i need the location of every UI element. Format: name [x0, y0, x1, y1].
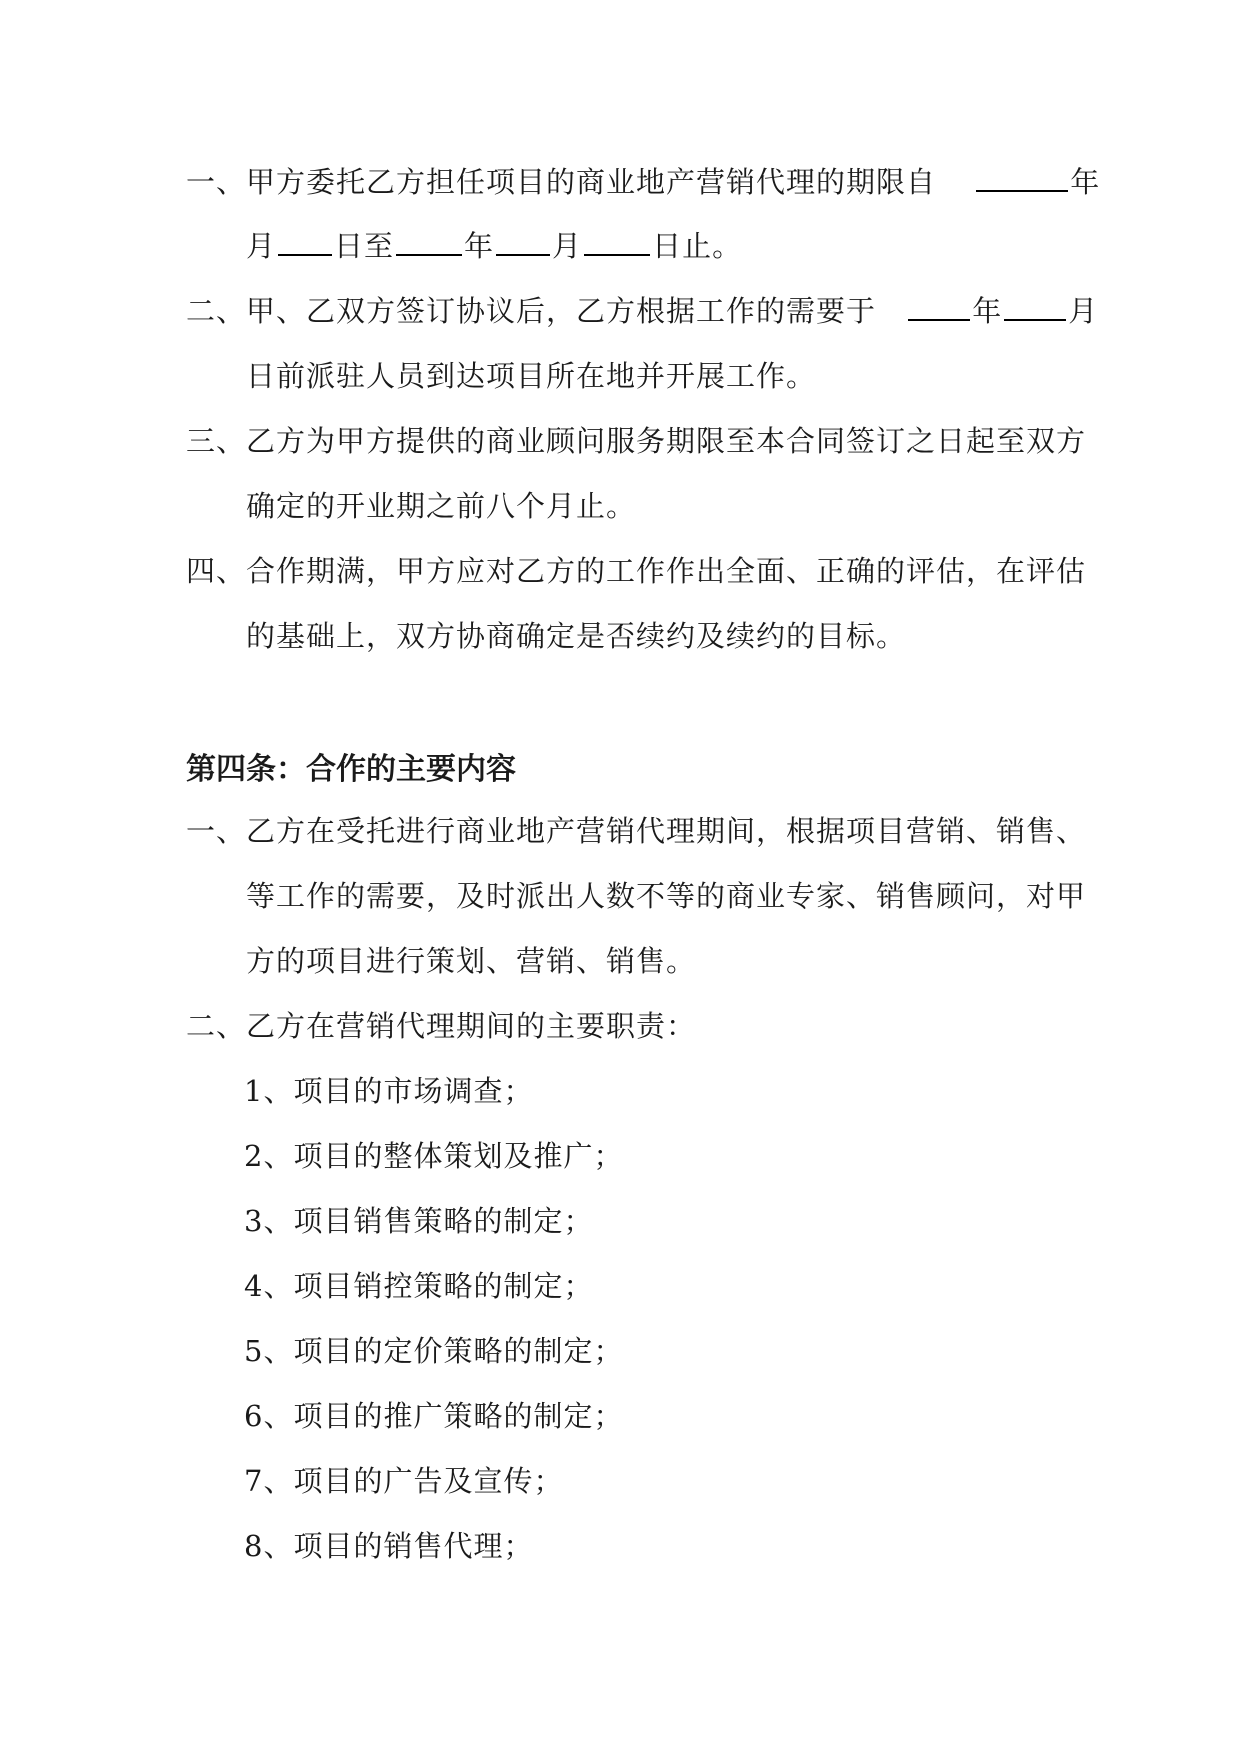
duty-item: 8、项目的销售代理； — [244, 1529, 534, 1563]
duty-item: 7、项目的广告及宣传； — [244, 1464, 564, 1498]
duty-item: 4、项目销控策略的制定； — [244, 1269, 594, 1303]
term-item-2 — [186, 291, 1098, 331]
item-marker: 四、 — [186, 554, 247, 588]
blank-field[interactable] — [1004, 291, 1066, 321]
unit-month: 月 — [246, 229, 277, 263]
blank-field[interactable] — [278, 226, 332, 256]
content-item-2 — [186, 1006, 696, 1046]
unit-month: 月 — [1068, 294, 1099, 328]
unit-day-to: 日至 — [334, 229, 395, 263]
unit-day-end: 日止。 — [652, 229, 743, 263]
item-marker: 二、 — [186, 294, 247, 328]
unit-month: 月 — [552, 229, 583, 263]
term-item-3-continued: 确定的开业期之前八个月止。 — [246, 489, 637, 523]
term-item-2-continued: 日前派驻人员到达项目所在地并开展工作。 — [246, 359, 817, 393]
item-marker: 一、 — [186, 165, 247, 199]
unit-year: 年 — [972, 294, 1003, 328]
duty-item: 2、项目的整体策划及推广； — [244, 1139, 624, 1173]
duty-item: 5、项目的定价策略的制定； — [244, 1334, 624, 1368]
item-text: 乙方在受托进行商业地产营销代理期间，根据项目营销、销售、 — [246, 814, 1087, 848]
blank-field[interactable] — [396, 226, 462, 256]
content-item-1-continued: 方的项目进行策划、营销、销售。 — [246, 944, 697, 978]
content-item-1-continued: 等工作的需要，及时派出人数不等的商业专家、销售顾问，对甲 — [246, 879, 1087, 913]
item-text: 甲方委托乙方担任项目的商业地产营销代理的期限自 — [246, 165, 937, 199]
duty-item: 1、项目的市场调查； — [244, 1074, 534, 1108]
item-text: 甲、乙双方签订协议后，乙方根据工作的需要于 — [246, 294, 877, 328]
item-marker: 二、 — [186, 1009, 247, 1043]
blank-field[interactable] — [976, 162, 1068, 192]
unit-year: 年 — [464, 229, 495, 263]
duty-item: 3、项目销售策略的制定； — [244, 1204, 594, 1238]
content-item-1 — [186, 811, 1086, 851]
term-item-4 — [186, 551, 1086, 591]
blank-field[interactable] — [908, 291, 970, 321]
item-text: 合作期满，甲方应对乙方的工作作出全面、正确的评估，在评估 — [246, 554, 1087, 588]
item-text: 乙方为甲方提供的商业顾问服务期限至本合同签订之日起至双方 — [246, 424, 1087, 458]
blank-field[interactable] — [584, 226, 650, 256]
item-text: 乙方在营销代理期间的主要职责： — [246, 1009, 697, 1043]
duty-item: 6、项目的推广策略的制定； — [244, 1399, 624, 1433]
term-item-4-continued: 的基础上，双方协商确定是否续约及续约的目标。 — [246, 619, 907, 653]
section-heading: 第四条：合作的主要内容 — [186, 752, 516, 787]
blank-field[interactable] — [496, 226, 550, 256]
term-item-3 — [186, 421, 1086, 461]
item-marker: 一、 — [186, 814, 247, 848]
item-marker: 三、 — [186, 424, 247, 458]
term-item-1-continued — [246, 226, 742, 266]
term-item-1 — [186, 162, 1100, 202]
unit-year: 年 — [1070, 165, 1101, 199]
